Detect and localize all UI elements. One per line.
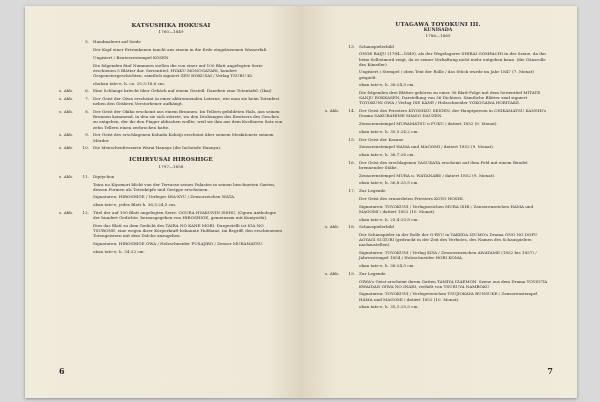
- entry-number: 18.: [348, 224, 355, 230]
- entry-figure-ref: [325, 51, 345, 66]
- catalog-entry: [59, 109, 283, 130]
- catalog-entry: [325, 44, 551, 49]
- entry-text: Diptychon: [93, 173, 115, 179]
- entry-figure-ref: [325, 144, 345, 149]
- entry-text: oban tate-e, h. 36,7:26 cm.: [359, 152, 415, 158]
- page-number-left: 6: [59, 366, 65, 376]
- catalog-entry: [59, 210, 283, 220]
- catalog-entry: [325, 271, 551, 276]
- entry-number: [345, 129, 359, 134]
- artist-dates-toyokuni: 1786—1865: [425, 33, 451, 39]
- catalog-entry: [325, 204, 551, 214]
- catalog-entry: [325, 224, 551, 229]
- right-page-content: [325, 22, 551, 312]
- entry-text: Die Menschenfresserin Warai Hannya (die lachende Hannya).: [93, 145, 222, 151]
- entry-text: Signaturen: HIROSHIGE GWA / Holzschneider FUSAJIRO / Zensor MURAMATSU.: [93, 240, 264, 246]
- entry-number: 8.: [85, 109, 89, 115]
- entry-figure-ref: [325, 137, 345, 142]
- book-spread: [25, 6, 577, 398]
- catalog-entry: [59, 39, 283, 44]
- entry-text: Zensorenstempel HAMA und MAGOMI / datiert 1852 (9. Monat).: [359, 144, 495, 150]
- entry-figure-ref: [325, 129, 345, 134]
- catalog-entry: [59, 96, 283, 106]
- entries-toyokuni: [325, 44, 551, 310]
- entry-number: 5.: [85, 39, 89, 45]
- entry-number: 13.: [348, 43, 355, 49]
- artist-dates-hokusai: 1760—1849: [158, 29, 184, 35]
- entry-text: Die folgenden drei Blätter gehören zu einer 36 Blatt-Folge mit dem Serientitel MITATE SANJU ROKKASEN, Darstellung von 36 Dichtern. Sämtliche Blätter sind signiert TOYOKUNI GWA / Verlag ISE KANE / Holzschneider YOKOGAWA HORITAKE.: [359, 90, 541, 106]
- entry-text: Der Geist des ermordeten Priesters KOYO HOSHI.: [359, 195, 465, 201]
- entry-figure-ref: [325, 217, 345, 222]
- entry-figure-ref: [325, 152, 345, 157]
- entry-number: 10.: [82, 145, 89, 151]
- left-page-content: [59, 23, 283, 256]
- entry-figure-ref: [325, 173, 345, 178]
- catalog-entry: [59, 241, 283, 246]
- entry-figure-ref: s. Abb.: [325, 108, 340, 114]
- entry-text: Dies das Blatt zu dem Gedicht des TAIRA NO KANE MORI. Dargestellt ist IGA NO TSUBONE, eine wegen ihrer Körperkraft bekannte Hofdame, im Begriff, den erschienenen Totengeistern mit dem Dolche anzugehen.: [93, 222, 283, 239]
- entry-text: oban tate-e, h. 35,1:25,5 cm.: [359, 304, 419, 310]
- entry-figure-ref: [59, 47, 79, 52]
- catalog-entry: [59, 249, 283, 254]
- catalog-entry: [325, 173, 551, 178]
- entry-number: [79, 81, 93, 86]
- entry-text: oban tate-e, h. 36:24,5 cm.: [359, 263, 415, 269]
- entry-text: Zur Legende: [359, 188, 386, 194]
- entry-figure-ref: s. Abb.: [59, 96, 74, 102]
- entry-number: 11.: [82, 173, 89, 179]
- entry-text: Der Geist des erschlagenen Kohada Koheiji erscheint über seinem Moskitonetz seinem Mörder.: [93, 132, 274, 143]
- entry-figure-ref: [325, 121, 345, 126]
- entry-figure-ref: s. Abb.: [59, 88, 74, 94]
- entry-number: [79, 55, 93, 60]
- entries-hiroshige: [59, 174, 283, 254]
- entry-number: [345, 152, 359, 157]
- catalog-entry: [325, 137, 551, 142]
- entry-text: oban tate-e, jedes Blatt h. 36,5:24,5 cm.: [93, 202, 177, 208]
- entry-number: [345, 196, 359, 201]
- entry-number: [79, 47, 93, 52]
- catalog-entry: [59, 145, 283, 150]
- entry-text: Handmalerei auf Seide: [93, 39, 141, 45]
- entry-figure-ref: [59, 194, 79, 199]
- entry-number: [345, 204, 359, 214]
- entry-figure-ref: [59, 63, 79, 78]
- entry-figure-ref: [59, 223, 79, 238]
- entry-number: [79, 249, 93, 254]
- entry-figure-ref: [59, 202, 79, 207]
- entry-figure-ref: [325, 180, 345, 185]
- catalog-entry: [325, 152, 551, 157]
- entry-number: 7.: [85, 96, 89, 102]
- entry-figure-ref: [325, 232, 345, 247]
- catalog-entry: [59, 81, 283, 86]
- entry-number: 17.: [348, 188, 355, 194]
- catalog-entry: [325, 263, 551, 268]
- entry-text: Titel der auf 100 Blatt angelegten Serie: OGURA HYAKUNIN ISSHU, (Ogura Anthologie der hundert Gedichte, herausgegeben von HIROSHIGE, gemeinsam mit Kuniyoshi).: [93, 209, 277, 221]
- entry-figure-ref: [325, 279, 345, 289]
- entry-figure-ref: [59, 81, 79, 86]
- entry-number: [345, 250, 359, 260]
- entry-number: 12.: [82, 209, 89, 215]
- entry-text: Signaturen: TOYOKUNI / Verlag KIYA / Zensorenzeichen AWATAME (1852 bis 1857) / Jahresstempel 1854 / Holzschneider HORI KOMA.: [359, 250, 537, 261]
- catalog-entry: [59, 202, 283, 207]
- entry-figure-ref: [325, 204, 345, 214]
- catalog-entry: [325, 291, 551, 301]
- entry-number: [79, 63, 93, 78]
- entry-number: [345, 144, 359, 149]
- entry-figure-ref: s. Abb.: [59, 209, 74, 215]
- catalog-entry: [325, 69, 551, 79]
- entry-figure-ref: [325, 82, 345, 87]
- catalog-entry: [325, 121, 551, 126]
- catalog-entry: [325, 108, 551, 118]
- entry-figure-ref: s. Abb.: [59, 109, 74, 115]
- catalog-entry: [325, 196, 551, 201]
- left-page: [25, 6, 301, 398]
- catalog-entry: [59, 88, 283, 93]
- entry-figure-ref: [59, 182, 79, 192]
- catalog-entry: [325, 304, 551, 309]
- entry-text: ONOE BAIJU (1784—1849), als der Wegelagerer SHIRAI GOMPACHI in der Szene, da ihn beim Selbstmord zeigt, da er seiner Verhaftung nicht mehr entgehen kann. (die Gänsrolle des Künstler): [359, 51, 546, 67]
- entry-number: [79, 182, 93, 192]
- entry-text: Der Geist des erschlagenen YASUKATA erscheint auf dem Feld mit einem Bündel brennender Stäbe.: [359, 159, 528, 170]
- entry-number: [345, 232, 359, 247]
- entry-text: Taira no Kiyomori blickt von der Terrasse seines Palastes in seinen beschneiten Garten, dessen Formen als Totenköpfe und Gerippe erscheinen.: [93, 181, 276, 192]
- entry-figure-ref: [325, 196, 345, 201]
- entry-text: chuban tate-e, h. ca. 25,5:18,6 cm.: [93, 80, 166, 86]
- entry-text: Zur Legende: [359, 270, 386, 276]
- entry-number: [345, 304, 359, 309]
- entry-figure-ref: [59, 39, 79, 44]
- entry-text: Die folgenden fünf Nummern stellen die von einer auf 100 Blatt angelegten Serie erschienen 5 Blätter dar. Serientitel: HYAKU MONOGATARI, hundert Gespenstergeschichten, sämtlich signiert ZEN HOKUSAI / Verlag TSURU KI.: [93, 62, 263, 78]
- entry-text: Signaturen: TOYOKUNI / Verlegerzeichen TSUJIOKAYA BUNSUKE / Zensorenstempel HAMA und MAGOMI / datiert 1852 (10. Monat).: [359, 291, 538, 302]
- entry-text: oban tate-e, h. 36:24,5 cm.: [359, 82, 415, 88]
- catalog-entry: [325, 144, 551, 149]
- entry-number: [345, 90, 359, 105]
- entry-text: Der Geist der Okiku erscheint aus einem Brunnen. Im Tellern gebildeten Hals, aus seinen Brunnen kommend, in den sie sich stürzte, wo den Drohungen des Besitzers des Gesches zu entgehen, der ihr den Finger abhacken wollte, weil sie ihm aus dem Kostbaren Satz von zehn Tellern einen zerbrochen hatte.: [93, 109, 283, 130]
- entry-number: 19.: [348, 270, 355, 276]
- entry-number: [79, 223, 93, 238]
- entry-number: [345, 69, 359, 79]
- entry-figure-ref: [59, 249, 79, 254]
- catalog-entry: [325, 188, 551, 193]
- entry-number: [79, 202, 93, 207]
- entry-number: [345, 263, 359, 268]
- entry-number: 15.: [348, 136, 355, 142]
- entry-figure-ref: [325, 188, 345, 193]
- entry-text: Der Kopf einer Ertrunkenen taucht aus einem in die Erde eingelassenen Wasserfaß.: [93, 47, 268, 53]
- entry-number: [345, 51, 359, 66]
- entry-figure-ref: [325, 291, 345, 301]
- entry-number: [79, 194, 93, 199]
- entry-text: Zensorenstempel MURAMATSU u FUKU / datiert 1852 (9. Monat).: [359, 121, 498, 127]
- entry-number: [345, 121, 359, 126]
- entry-number: [79, 241, 93, 246]
- artist-alias-kunisada: KUNISADA: [423, 28, 453, 34]
- entry-figure-ref: s. Abb.: [59, 132, 74, 138]
- catalog-entry: [325, 232, 551, 247]
- catalog-entry: [325, 180, 551, 185]
- catalog-entry: [325, 160, 551, 170]
- entry-figure-ref: [325, 304, 345, 309]
- entries-hokusai: [59, 39, 283, 150]
- catalog-entry: [325, 217, 551, 222]
- entry-number: [345, 291, 359, 301]
- entry-figure-ref: s. Abb.: [59, 145, 74, 151]
- catalog-entry: [325, 90, 551, 105]
- entry-text: Eine Schlange kriecht über Gebäck auf einem Gestell. Daneben eine Totentafel. (Ihai): [93, 88, 272, 94]
- entry-text: Schauspielerbild: [359, 224, 394, 230]
- entry-figure-ref: [325, 69, 345, 79]
- entry-number: [345, 217, 359, 222]
- entry-figure-ref: [59, 241, 79, 246]
- entry-figure-ref: s. Abb.: [325, 270, 340, 276]
- catalog-entry: [325, 279, 551, 289]
- entry-text: Signaturen: HIROSHIGE / Verleger IHA-KYU / Zensorzeichen WATA.: [93, 194, 236, 200]
- entry-figure-ref: [325, 44, 345, 49]
- entry-number: [345, 173, 359, 178]
- catalog-entry: [59, 223, 283, 238]
- entry-text: Der Geist der Oiwa erscheint in einer abbrennenden Laterne, wie man sie beim Totenfest neben den Gräbern Verstorbener aufhängt.: [93, 96, 280, 107]
- entry-figure-ref: [325, 90, 345, 105]
- catalog-entry: [59, 182, 283, 192]
- entry-text: Der Schauspieler in der Rolle der O-RYU in TAKEDA IZUMO's Drama ONO NO DOFU AOYAGI SUZURI (gedruckt in der Zeit des Verbotes, des Namen des Schauspielers nachzustellen).: [359, 232, 538, 248]
- catalog-entry: [59, 194, 283, 199]
- entry-text: Ungisiert / Beuteszestempel KOSEN: [93, 54, 169, 60]
- catalog-entry: [59, 47, 283, 52]
- entry-text: Ungisiert / Stempel / oben Text der Rolle / das Stück wurde im Jahr 1847 (7. Monat) gespielt.: [359, 69, 534, 80]
- entry-number: [345, 279, 359, 289]
- entry-text: Signaturen: TOYOKUNI / Verlagszeichen MURA ISHI / Zensorenzeichen HAMA und MAGOMI / datiert 1852 (10. Monat).: [359, 203, 534, 214]
- catalog-entry: [325, 250, 551, 260]
- entry-figure-ref: [325, 263, 345, 268]
- artist-name-hokusai: KATSUSHIKA HOKUSAI: [131, 23, 211, 29]
- entry-text: oban tate-e, h. 34:22 cm.: [93, 248, 145, 254]
- catalog-entry: [325, 129, 551, 134]
- entry-text: oban tate-e, h. 25,4:25,8 cm.: [359, 216, 419, 222]
- entry-text: OIWA's Geist erscheint ihrem Gatten TAMIYA IZAEMON. Szene aus dem Drama TOYSUTA KWAIDAN OIWA NO INARI, verfaßt von TSURUYA NAMBOKU.: [359, 278, 548, 289]
- entry-text: oban tate-e, h. 36,8:25,5 cm.: [359, 180, 419, 186]
- artist-name-toyokuni: UTAGAWA TOYOKUNI III.: [395, 22, 481, 28]
- catalog-entry: [59, 63, 283, 78]
- entry-number: [345, 180, 359, 185]
- entry-number: [345, 82, 359, 87]
- catalog-entry: [325, 51, 551, 66]
- catalog-entry: [59, 55, 283, 60]
- entry-figure-ref: [59, 55, 79, 60]
- entry-figure-ref: [325, 250, 345, 260]
- artist-dates-hiroshige: 1797—1858: [158, 163, 184, 169]
- catalog-entry: [325, 82, 551, 87]
- entry-text: Schauspielerbild: [359, 43, 394, 49]
- page-number-right: 7: [547, 366, 553, 376]
- entry-text: Zensorenstempel MURA u. WATANABE / datiert 1852 (9. Monat).: [359, 172, 496, 178]
- catalog-entry: [59, 174, 283, 179]
- entry-number: 6.: [85, 88, 89, 94]
- entry-figure-ref: [325, 160, 345, 170]
- entry-figure-ref: s. Abb.: [325, 224, 340, 230]
- artist-name-hiroshige: ICHIRYUSAI HIROSHIGE: [129, 157, 213, 164]
- entry-number: 16.: [348, 159, 355, 165]
- right-page: [301, 6, 577, 398]
- entry-text: Der Geist der Kasane: [359, 136, 404, 142]
- entry-figure-ref: s. Abb.: [59, 173, 74, 179]
- catalog-entry: [59, 132, 283, 142]
- entry-text: oban tate-e, h. 35,5:24,2 cm.: [359, 128, 419, 134]
- entry-text: Der Geist des Priesters KIYOMIZU SEIGEN, der Hauptperson in CHIKAMATSU KANSHI's Drama SAKURAHIME MIASO DAUZEN.: [359, 108, 547, 119]
- entry-number: 9.: [85, 132, 89, 138]
- entry-number: 14.: [348, 108, 355, 114]
